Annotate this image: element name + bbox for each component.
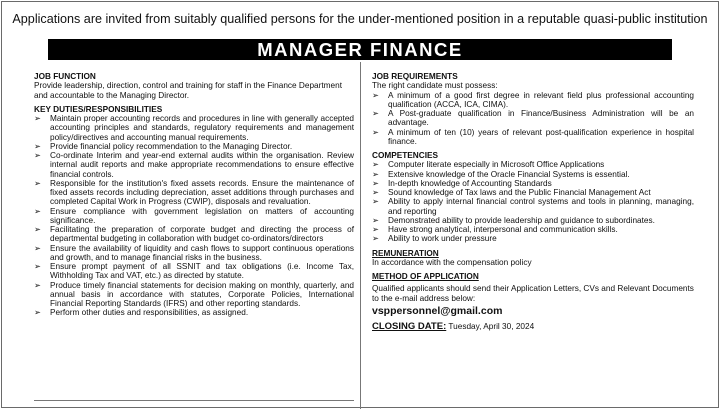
job-function-heading: JOB FUNCTION bbox=[34, 72, 96, 81]
list-item: ➢ Demonstrated ability to provide leadership and guidance to subordinates. bbox=[372, 215, 655, 225]
arrow-bullet-icon: ➢ bbox=[372, 90, 379, 100]
list-item: ➢ Have strong analytical, interpersonal and communication skills. bbox=[372, 225, 618, 234]
closing-date-value: Tuesday, April 30, 2024 bbox=[448, 321, 535, 331]
list-item: ➢ Ensure prompt payment of all SSNIT and tax obligations (i.e. Income Tax, Withholding Tax and VAT, etc.) as directed by statute. bbox=[34, 262, 354, 281]
arrow-bullet-icon: ➢ bbox=[372, 225, 379, 234]
arrow-bullet-icon: ➢ bbox=[34, 308, 41, 318]
bottom-divider bbox=[34, 400, 354, 401]
arrow-bullet-icon: ➢ bbox=[34, 151, 41, 160]
method-text: Qualified applicants should send their Application Letters, CVs and Relevant Documents to the e-mail address below: bbox=[372, 284, 694, 303]
list-item: ➢ Maintain proper accounting records and procedures in line with generally accepted accounting principles and standards, regulatory requirements and management policy/directives and accounting manual requirements. bbox=[34, 114, 354, 142]
closing-date-line bbox=[372, 322, 694, 331]
arrow-bullet-icon: ➢ bbox=[372, 109, 379, 118]
arrow-bullet-icon: ➢ bbox=[34, 178, 41, 188]
competencies-list bbox=[372, 160, 694, 243]
list-item: ➢ Ensure the availability of liquidity and cash flows to support continuous operations and growth, and to manage financial risks in the business. bbox=[34, 243, 354, 262]
arrow-bullet-icon: ➢ bbox=[34, 280, 41, 290]
list-item: ➢ In-depth knowledge of Accounting Standards bbox=[372, 178, 552, 188]
list-item: ➢ Ability to apply internal financial control systems and tools in planning, managing, and reporting bbox=[372, 197, 694, 216]
competencies-heading: COMPETENCIES bbox=[372, 151, 439, 160]
list-item: ➢ Ability to work under pressure bbox=[372, 234, 497, 244]
arrow-bullet-icon: ➢ bbox=[34, 225, 41, 234]
job-advert bbox=[1, 1, 719, 408]
list-item: ➢ Ensure compliance with government legislation on matters of accounting significance. bbox=[34, 206, 354, 225]
list-item: ➢ Provide financial policy recommendation to the Managing Director. bbox=[34, 141, 293, 151]
list-item: ➢ Extensive knowledge of the Oracle Financial Systems is essential. bbox=[372, 169, 630, 179]
closing-date-label: CLOSING DATE: bbox=[372, 320, 447, 332]
job-title-banner: MANAGER FINANCE bbox=[48, 39, 672, 60]
requirements-list bbox=[372, 91, 694, 147]
remuneration-text: In accordance with the compensation policy bbox=[372, 257, 532, 267]
method-heading: METHOD OF APPLICATION bbox=[372, 272, 479, 281]
arrow-bullet-icon: ➢ bbox=[372, 188, 379, 197]
requirements-intro: The right candidate must possess: bbox=[372, 81, 498, 91]
list-item: ➢ Computer literate especially in Microsoft Office Applications bbox=[372, 160, 605, 170]
arrow-bullet-icon: ➢ bbox=[372, 178, 379, 188]
list-item: ➢ A Post-graduate qualification in Finance/Business Administration will be an advantage. bbox=[372, 109, 694, 128]
arrow-bullet-icon: ➢ bbox=[372, 169, 379, 179]
arrow-bullet-icon: ➢ bbox=[372, 160, 379, 170]
requirements-heading: JOB REQUIREMENTS bbox=[372, 72, 458, 81]
arrow-bullet-icon: ➢ bbox=[372, 197, 379, 207]
arrow-bullet-icon: ➢ bbox=[372, 215, 379, 225]
duties-heading: KEY DUTIES/RESPONSIBILITIES bbox=[34, 104, 163, 114]
intro-text: Applications are invited from suitably qualified persons for the under-mentioned position in a reputable quasi-public institution bbox=[12, 12, 708, 26]
application-email[interactable]: vsppersonnel@gmail.com bbox=[372, 304, 503, 317]
remuneration-heading: REMUNERATION bbox=[372, 248, 439, 258]
arrow-bullet-icon: ➢ bbox=[34, 243, 41, 253]
arrow-bullet-icon: ➢ bbox=[34, 262, 41, 271]
list-item: ➢ Perform other duties and responsibilities, as assigned. bbox=[34, 308, 249, 318]
arrow-bullet-icon: ➢ bbox=[372, 127, 379, 137]
arrow-bullet-icon: ➢ bbox=[34, 114, 41, 123]
right-column bbox=[372, 72, 694, 331]
list-item: ➢ Produce timely financial statements for decision making on monthly, quarterly, and annual basis in accordance with statutes, Corporate Policies, International Financial Reporting Standards (IFRS) and other reporting standards. bbox=[34, 280, 354, 308]
list-item: ➢ A minimum of a good first degree in relevant field plus professional accounting qualification (ACCA, ICA, CIMA). bbox=[372, 90, 694, 109]
arrow-bullet-icon: ➢ bbox=[34, 206, 41, 216]
duties-list bbox=[34, 114, 354, 318]
list-item: ➢ A minimum of ten (10) years of relevant post-qualification experience in hospital finance. bbox=[372, 127, 694, 146]
job-function-text: Provide leadership, direction, control and training for staff in the Finance Department and accountable to the Managing Director. bbox=[34, 81, 343, 100]
left-column bbox=[34, 72, 354, 318]
list-item: ➢ Co-ordinate Interim and year-end external audits within the organisation. Review internal audit reports and make appropriate recommendations to ensure effective financial controls. bbox=[34, 151, 354, 179]
list-item: ➢ Responsible for the institution's fixed assets records. Ensure the maintenance of fixed assets records including depreciation, asset additions through purchases and completed Capital Work in Progress (CWIP), disposals and revaluation. bbox=[34, 178, 354, 207]
list-item: ➢ Sound knowledge of Tax laws and the Public Financial Management Act bbox=[372, 188, 651, 197]
list-item: ➢ Facilitating the preparation of corporate budget and directing the process of departmental budgeting in collaboration with budget co-ordinators/directors bbox=[34, 225, 354, 244]
arrow-bullet-icon: ➢ bbox=[34, 141, 41, 151]
column-divider bbox=[360, 62, 361, 409]
arrow-bullet-icon: ➢ bbox=[372, 234, 379, 244]
